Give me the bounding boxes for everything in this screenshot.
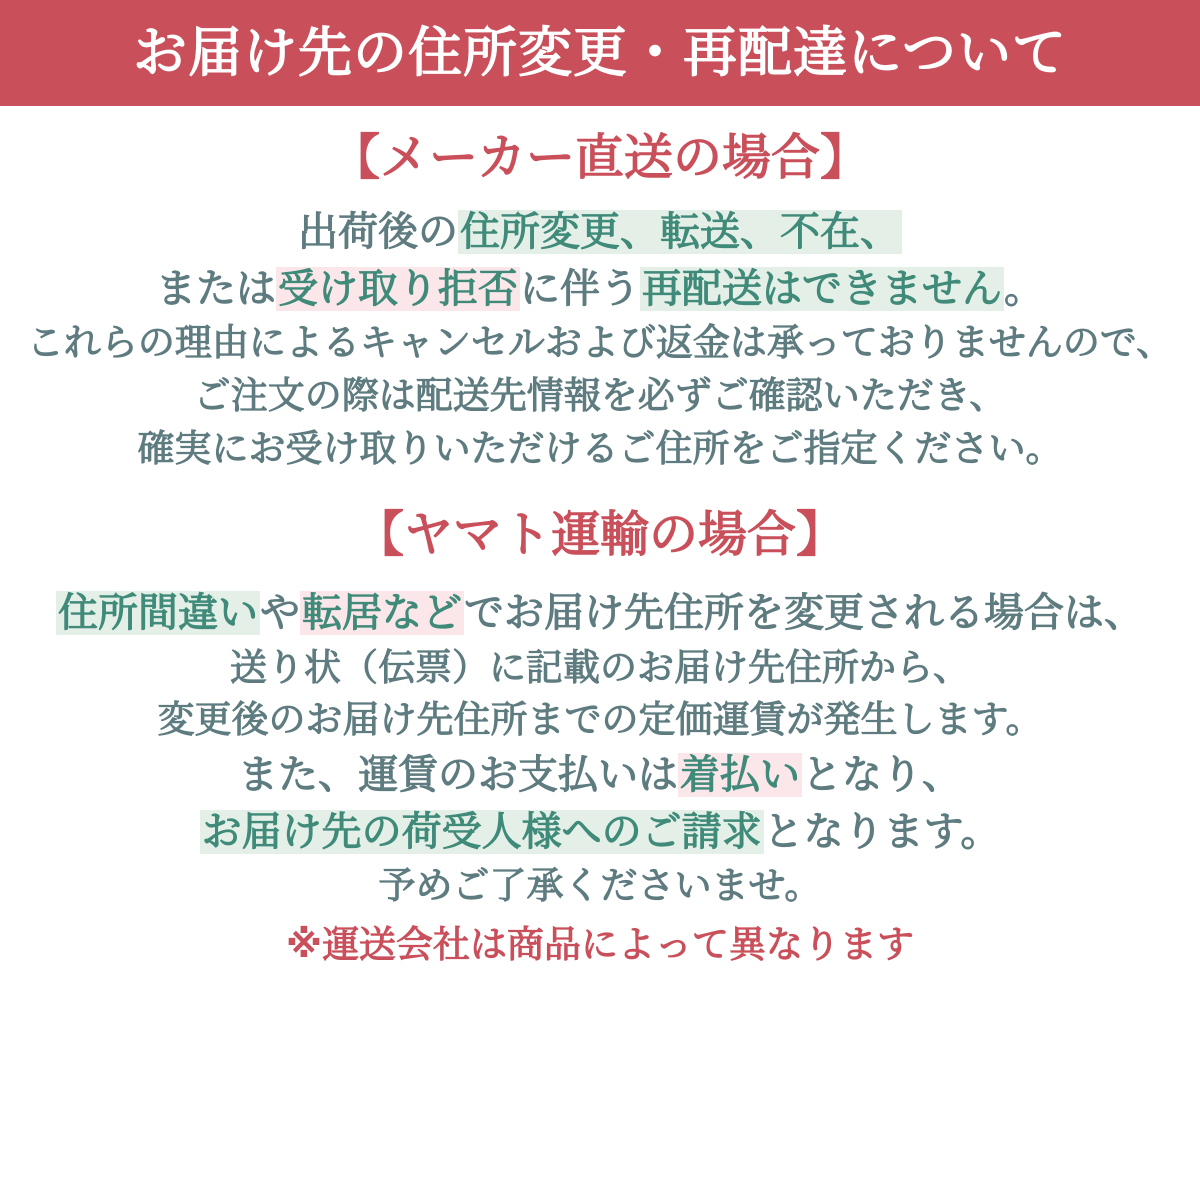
text-fragment-highlight: 住所間違い [58,590,258,635]
section-heading-yamato: 【ヤマト運輸の場合】 [354,508,845,563]
text-fragment: ご注文の際は配送先情報を必ずご確認いただき、 [193,375,1007,417]
text-fragment: 予めご了承くださいませ。 [378,865,822,907]
text-fragment: でお届け先住所を変更される場合は、 [464,590,1144,635]
notice-content [0,132,1200,971]
notice-line [0,370,1200,423]
text-fragment-highlight: 住所変更、転送、不在、 [460,209,900,254]
notice-line [0,261,1200,318]
notice-line [0,423,1200,476]
text-fragment: 確実にお受け取りいただけるご住所をご指定ください。 [137,427,1063,469]
text-fragment-highlight: 転居など [302,590,462,635]
text-fragment: となります。 [763,809,1001,854]
notice-line [0,585,1200,642]
text-fragment: 送り状（伝票）に記載のお届け先住所から、 [230,646,970,688]
text-fragment-highlight: 受け取り拒否 [278,266,518,311]
notice-line [0,204,1200,261]
page-header [0,0,1200,106]
text-fragment: となり、 [802,752,962,797]
notice-line [0,317,1200,370]
text-fragment: また、運賃のお支払いは [238,752,678,797]
text-fragment: 変更後のお届け先住所までの定価運賃が発生します。 [157,699,1043,741]
page-title: お届け先の住所変更・再配達について [133,23,1067,83]
notice-line [0,747,1200,804]
text-fragment-highlight: 着払い [680,752,800,797]
footnote: ※運送会社は商品によって異なります [286,923,914,965]
section-heading-maker-direct: 【メーカー直送の場合】 [330,131,870,185]
notice-line [0,860,1200,913]
text-fragment-highlight: お届け先の荷受人様へのご請求 [201,809,762,854]
notice-line [0,694,1200,747]
text-fragment: 。 [1004,266,1044,311]
text-fragment-highlight: 再配送はできません [642,266,1002,311]
text-fragment: または [156,266,276,311]
text-fragment: や [260,590,300,635]
notice-line [0,804,1200,861]
text-fragment: 出荷後の [298,209,458,254]
notice-line [0,642,1200,695]
text-fragment: これらの理由によるキャンセルおよび返金は承っておりませんので、 [26,322,1174,364]
text-fragment: に伴う [520,266,640,311]
